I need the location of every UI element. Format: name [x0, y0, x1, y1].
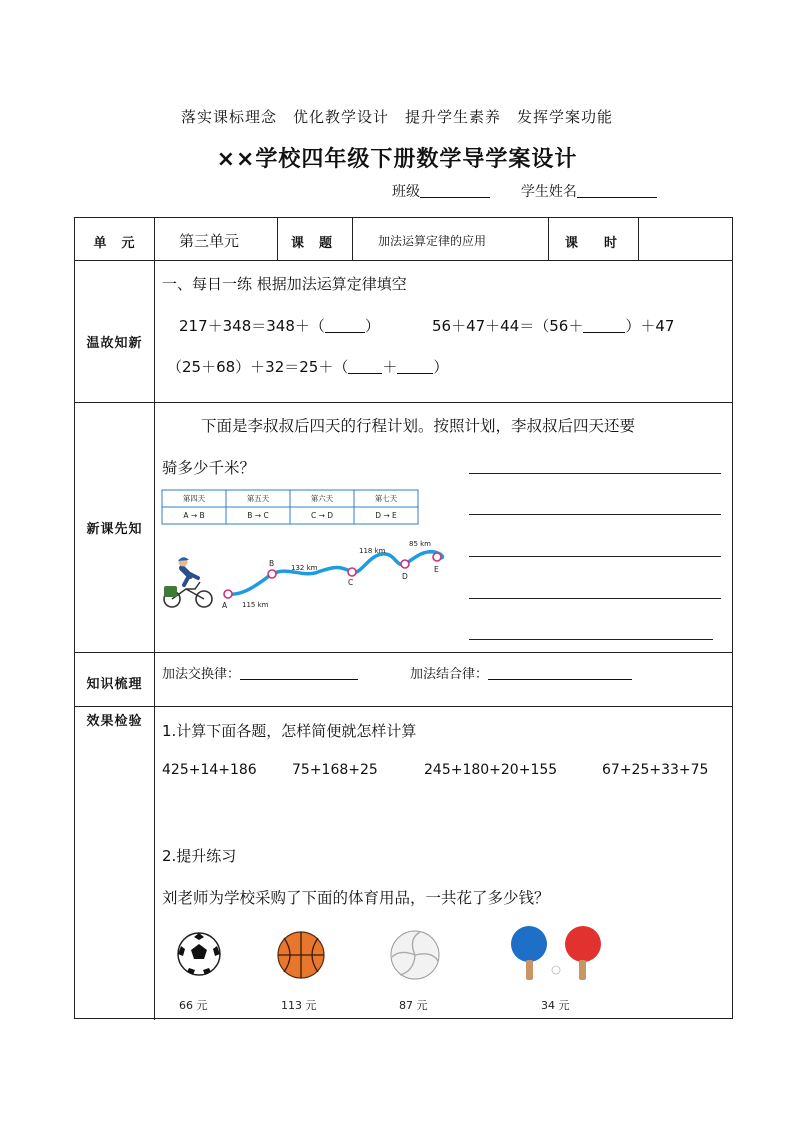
row-divider [75, 402, 732, 403]
point-label: D [402, 572, 408, 581]
associative-law: 加法结合律： [410, 663, 632, 682]
cyclist-icon [164, 557, 212, 607]
expression: 245+180+20+155 [424, 762, 558, 778]
route-point-a [224, 590, 232, 598]
answer-blank[interactable] [325, 318, 365, 333]
distance-label: 85 km [409, 540, 432, 548]
day-header: 第六天 [310, 494, 334, 503]
class-blank[interactable] [420, 183, 490, 198]
worksheet-table [74, 217, 733, 1019]
day-header: 第七天 [374, 494, 398, 503]
answer-line[interactable] [469, 514, 721, 515]
distance-label: 118 km [359, 547, 386, 555]
distance-label: 115 km [242, 601, 269, 609]
topic-value: 加法运算定律的应用 [378, 234, 487, 248]
expression: 425+14+186 [162, 762, 257, 778]
review-equation-3: （25＋68）＋32＝25＋（ ＋ ） [167, 358, 449, 376]
soccer-ball-icon [175, 930, 223, 978]
route-plan-figure [160, 486, 450, 616]
route-point-c [348, 568, 356, 576]
answer-blank[interactable] [240, 665, 358, 680]
ping-pong-paddles-icon [507, 922, 607, 986]
distance-label: 132 km [291, 564, 318, 572]
review-equation-1: 217＋348＝348＋（ ） [179, 317, 380, 335]
volleyball-icon [388, 929, 442, 981]
answer-blank[interactable] [488, 665, 632, 680]
route-cell: C → D [310, 511, 334, 520]
price-label: 113 元 [281, 999, 317, 1012]
name-blank[interactable] [577, 183, 657, 198]
answer-line[interactable] [469, 598, 721, 599]
name-label: 学生姓名 [520, 184, 577, 200]
row-divider [75, 652, 732, 653]
question-2-text: 刘老师为学校采购了下面的体育用品，一共花了多少钱？ [162, 889, 550, 907]
page-title: ××学校四年级下册数学导学案设计 [216, 147, 578, 172]
day-header: 第四天 [182, 494, 206, 503]
preview-text-1: 下面是李叔叔后四天的行程计划。按照计划，李叔叔后四天还要 [201, 417, 636, 435]
student-info [392, 181, 657, 201]
summary-label: 知识梳理 [86, 677, 143, 692]
route-point-d [401, 560, 409, 568]
check-label: 效果检验 [86, 714, 143, 729]
row-divider [75, 706, 732, 707]
topic-label: 课 题 [291, 236, 334, 251]
point-label: A [222, 601, 228, 610]
route-cell: D → E [375, 511, 397, 520]
answer-blank[interactable] [397, 359, 433, 374]
route-cell: B → C [247, 511, 269, 520]
period-label: 课 时 [565, 236, 618, 251]
answer-line[interactable] [469, 639, 713, 640]
question-2: 2.提升练习 [162, 847, 237, 865]
route-point-b [268, 570, 276, 578]
row-divider [75, 260, 732, 261]
commutative-law: 加法交换律： [162, 663, 358, 682]
class-label: 班级 [392, 184, 420, 200]
answer-line[interactable] [469, 556, 721, 557]
answer-line[interactable] [469, 473, 721, 474]
answer-blank[interactable] [583, 318, 625, 333]
route-cell: A → B [183, 511, 205, 520]
itinerary-table [162, 490, 418, 524]
column-divider [638, 218, 639, 260]
column-divider [154, 218, 155, 1020]
column-divider [277, 218, 278, 260]
column-divider [548, 218, 549, 260]
point-label: C [348, 578, 354, 587]
column-divider [352, 218, 353, 260]
price-label: 66 元 [179, 999, 208, 1012]
route-point-e [433, 553, 441, 561]
expression: 75+168+25 [292, 762, 378, 778]
price-label: 87 元 [399, 999, 428, 1012]
point-label: E [434, 565, 439, 574]
question-1: 1.计算下面各题，怎样简便就怎样计算 [162, 722, 417, 740]
preview-text-2: 骑多少千米？ [162, 459, 256, 477]
preview-label: 新课先知 [86, 522, 143, 537]
review-label: 温故知新 [86, 336, 143, 351]
expression: 67+25+33+75 [602, 762, 709, 778]
unit-value: 第三单元 [179, 232, 240, 250]
header-slogan: 落实课标理念 优化教学设计 提升学生素养 发挥学案功能 [180, 108, 613, 126]
review-heading: 一、每日一练 根据加法运算定律填空 [162, 275, 407, 293]
review-equation-2: 56＋47＋44＝（56＋ ）＋47 [432, 317, 675, 335]
point-label: B [269, 559, 275, 568]
unit-label: 单 元 [93, 236, 136, 251]
price-label: 34 元 [541, 999, 570, 1012]
answer-blank[interactable] [348, 359, 382, 374]
basketball-icon [274, 930, 328, 980]
day-header: 第五天 [246, 494, 270, 503]
route-path [228, 552, 442, 595]
